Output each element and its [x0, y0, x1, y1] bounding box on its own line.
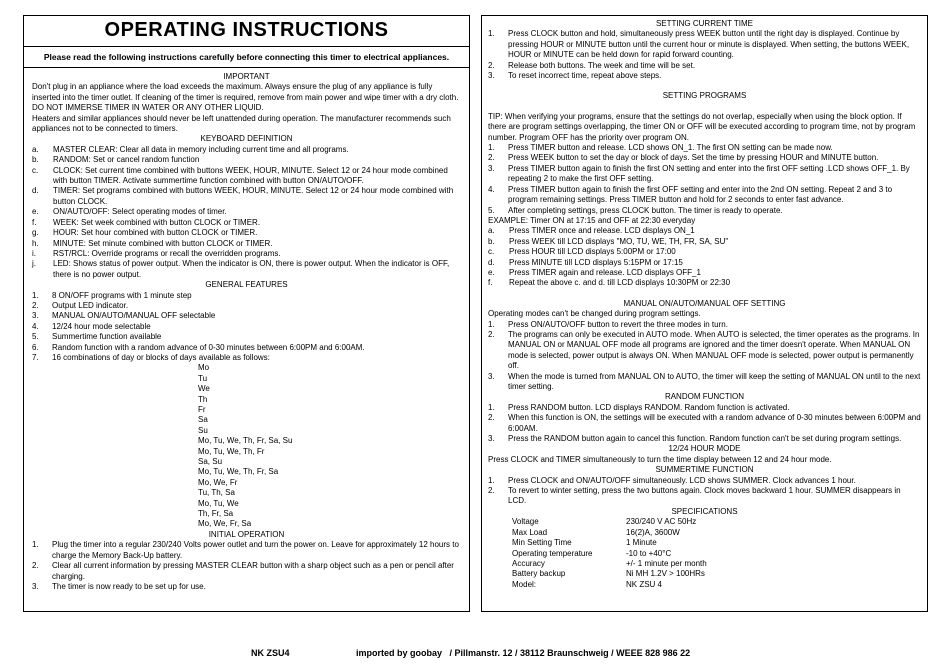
list-item	[488, 268, 921, 278]
footer	[0, 648, 950, 662]
list-item	[488, 372, 921, 393]
list-text: Press TIMER once and release. LCD displays ON_1	[509, 226, 695, 236]
list-marker: 2.	[488, 486, 495, 496]
list-item	[488, 185, 921, 206]
list-item	[488, 413, 921, 434]
list-text: Press TIMER again and release. LCD displays OFF_1	[509, 267, 701, 277]
list-item	[32, 582, 461, 592]
list-marker: h.	[32, 238, 39, 248]
list-item	[488, 226, 921, 236]
spec-row	[512, 559, 921, 569]
spec-value: 16(2)A, 3600W	[626, 527, 680, 537]
list-marker: a.	[488, 226, 495, 236]
list-item	[32, 207, 461, 217]
right-column-content	[482, 16, 927, 590]
page-title: OPERATING INSTRUCTIONS	[24, 16, 469, 47]
list-text: Press TIMER button again to finish the first ON setting and enter into the first OFF setting .LCD shows OFF_1. By repeating 2 to make the first OFF setting.	[508, 163, 910, 184]
list-item	[32, 311, 461, 321]
list-text: Press WEEK till LCD displays "MO, TU, WE, TH, FR, SA, SU"	[509, 236, 729, 246]
section-heading: IMPORTANT	[223, 72, 270, 81]
footer-imprint: imported by goobay / Pillmanstr. 12 / 38112 Braunschweig / WEEE 828 986 22	[356, 648, 691, 658]
list-marker: d.	[32, 186, 39, 196]
list-text: TIMER: Set programs combined with buttons WEEK, HOUR, MINUTE. Select 12 or 24 hour mode combined with button CLOCK.	[53, 186, 454, 206]
list-marker: 7.	[32, 352, 39, 362]
list-text: RANDOM: Set or cancel random function	[53, 155, 200, 165]
list-text: Press TIMER button and release. LCD shows ON_1. The first ON setting can be made now.	[508, 143, 833, 153]
list-item	[488, 486, 921, 507]
list-marker: g.	[32, 228, 39, 238]
list-item	[32, 332, 461, 342]
section-heading: RANDOM FUNCTION	[664, 392, 745, 402]
day-combination-line: Mo, Tu, We, Th, Fr, Sa, Su	[198, 436, 293, 446]
section-heading: GENERAL FEATURES	[205, 280, 288, 290]
day-combination-line: Mo, Tu, We	[198, 498, 239, 508]
section-heading: KEYBOARD DEFINITION	[200, 134, 293, 144]
list-text: Output LED indicator.	[52, 300, 129, 310]
list-marker: c.	[32, 165, 39, 175]
list-text: 16 combinations of day or blocks of days available as follows:	[52, 352, 270, 362]
list-text: 12/24 hour mode selectable	[52, 321, 151, 331]
list-item	[32, 186, 461, 207]
list-marker: 6.	[32, 342, 39, 352]
list-marker: 2.	[488, 60, 495, 70]
list-marker: 4.	[32, 321, 39, 331]
list-item	[488, 258, 921, 268]
paragraph: Heaters and similar appliances should never be left unattended during operation. The manufacturer recommends such appliances not to be connected to timers.	[32, 113, 451, 134]
list-text: CLOCK: Set current time combined with buttons WEEK, HOUR, MINUTE. Select 12 or 24 hour mode combined with button TIMER. Activate summertime function combined with button ON/AUTO/OFF.	[53, 165, 448, 186]
list-item	[32, 166, 461, 187]
list-item	[488, 164, 921, 185]
spec-label: Model:	[512, 579, 537, 589]
section-heading: MANUAL ON/AUTO/MANUAL OFF SETTING	[623, 298, 786, 308]
left-column-box	[23, 15, 470, 612]
list-marker: j.	[32, 259, 36, 269]
spec-value: 230/240 V AC 50Hz	[626, 517, 697, 527]
list-text: The programs can only be executed in AUTO mode. When AUTO is selected, the timer operates as the programs. In MANUAL ON or MANUAL OFF mode all programs are ignored and the timer doesn't operate. When MANUAL ON mode is selected, power output is always ON. When MANUAL OFF mode is selected, power output is permanently off.	[508, 329, 920, 371]
list-text: HOUR: Set hour combined with button CLOCK or TIMER.	[53, 228, 258, 238]
spec-label: Battery backup	[512, 569, 566, 579]
footer-model: NK ZSU4	[251, 648, 290, 658]
list-text: Press CLOCK button and hold, simultaneously press WEEK button until the right day is displayed. Continue by pressing HOUR or MINUTE button until the current hour or minute is displayed. When setting, the buttons WEEK, HOUR or MINUTE can be held down for rapid forward counting.	[508, 29, 910, 60]
list-marker: f.	[32, 217, 37, 227]
list-item	[488, 143, 921, 153]
list-text: ON/AUTO/OFF: Select operating modes of timer.	[53, 207, 227, 217]
list-item	[32, 155, 461, 165]
list-text: Press the RANDOM button again to cancel this function. Random function can't be set during program settings.	[508, 434, 902, 444]
spec-label: Voltage	[512, 517, 539, 527]
day-combination-line: Th, Fr, Sa	[198, 509, 234, 519]
list-item	[32, 249, 461, 259]
list-marker: a.	[32, 144, 39, 154]
list-text: When this function is ON, the settings will be executed with a random advance of 0-30 minutes between 6:00PM and 6:00AM.	[508, 413, 921, 433]
day-combination-line: Tu, Th, Sa	[198, 488, 235, 498]
list-marker: d.	[488, 257, 495, 267]
list-item	[32, 561, 461, 582]
right-column-box	[481, 15, 928, 612]
list-marker: 2.	[488, 413, 495, 423]
list-text: After completing settings, press CLOCK button. The timer is ready to operate.	[508, 205, 783, 215]
day-combination-line: Mo, Tu, We, Th, Fr, Sa	[198, 467, 279, 477]
list-item	[488, 403, 921, 413]
spec-value: Ni MH 1.2V > 100HRs	[626, 569, 705, 579]
list-marker: b.	[488, 236, 495, 246]
list-item	[32, 540, 461, 561]
list-item	[488, 247, 921, 257]
list-text: Press RANDOM button. LCD displays RANDOM. Random function is activated.	[508, 402, 790, 412]
list-text: WEEK: Set week combined with button CLOCK or TIMER.	[53, 217, 261, 227]
list-marker: f.	[488, 278, 493, 288]
day-combination-line: Mo, We, Fr	[198, 477, 238, 487]
list-marker: 3.	[488, 371, 495, 381]
list-text: To reset incorrect time, repeat above steps.	[508, 71, 662, 81]
paragraph: Don't plug in an appliance where the load exceeds the maximum. Always ensure the plug of any appliance is fully inserted into the timer outlet. If cleaning of the timer is required, remove from main power and wipe timer with a dry cloth.	[32, 82, 459, 102]
paragraph: TIP: When verifying your programs, ensure that the settings do not overlap, especially when using the block option. If there are program settings overlapping, the timer ON or OFF will be executed according to program time, not by program number. Program OFF has the priority over program ON.	[488, 111, 916, 142]
list-item	[488, 237, 921, 247]
day-combination-line: Mo, Tu, We, Th, Fr	[198, 446, 265, 456]
list-text: Summertime function available	[52, 332, 162, 342]
list-item	[32, 301, 461, 311]
page-subtitle: Please read the following instructions carefully before connecting this timer to electrical appliances.	[24, 47, 469, 68]
list-marker: 4.	[488, 184, 495, 194]
list-text: RST/RCL: Override programs or recall the overridden programs.	[53, 248, 281, 258]
list-text: When the mode is turned from MANUAL ON to AUTO, the timer will keep the setting of MANUAL ON until to the next timer setting.	[508, 371, 921, 391]
list-text: Release both buttons. The week and time will be set.	[508, 60, 696, 70]
list-marker: 5.	[488, 205, 495, 215]
section-heading: 12/24 HOUR MODE	[668, 444, 741, 454]
list-item	[488, 434, 921, 444]
day-combination-line: Th	[198, 394, 208, 404]
spec-value: -10 to +40°C	[626, 548, 672, 558]
day-combination-line: Fr	[198, 405, 206, 414]
list-marker: 3.	[32, 311, 39, 321]
list-text: Press MINUTE till LCD displays 5:15PM or 17:15	[509, 257, 683, 267]
section-heading: SETTING CURRENT TIME	[655, 19, 754, 28]
list-marker: 1.	[32, 540, 39, 550]
list-text: Plug the timer into a regular 230/240 Volts power outlet and turn the power on. Leave for approximately 12 hours to charge the Memory Back-Up battery.	[52, 540, 459, 560]
list-item	[488, 278, 921, 288]
list-text: Press WEEK button to set the day or block of days. Set the time by pressing HOUR and MINUTE button.	[508, 153, 879, 163]
list-text: MANUAL ON/AUTO/MANUAL OFF selectable	[52, 311, 216, 321]
spec-value: NK ZSU 4	[626, 579, 663, 589]
list-text: The timer is now ready to be set up for use.	[52, 581, 206, 591]
list-text: Press TIMER button again to finish the first OFF setting and enter into the 2nd ON setting. Repeat 2 and 3 to program remaining settings. Press TIMER button and hold for 2 seconds to enter fast advance.	[508, 184, 893, 205]
day-combination-line: Tu	[198, 373, 208, 383]
list-marker: 1.	[488, 143, 495, 153]
section-heading: SUMMERTIME FUNCTION	[655, 465, 754, 475]
day-combination-line: We	[198, 384, 210, 394]
list-item	[488, 61, 921, 71]
spec-label: Max Load	[512, 527, 548, 537]
left-column-content	[24, 68, 469, 592]
list-item	[488, 476, 921, 486]
day-combination-line: Mo, We, Fr, Sa	[198, 519, 252, 529]
day-combination-line: Mo	[198, 363, 210, 373]
list-text: Press ON/AUTO/OFF button to revert the three modes in turn.	[508, 319, 728, 329]
list-marker: 1.	[488, 319, 495, 329]
list-text: To revert to winter setting, press the two buttons again. Clock moves backward 1 hour. SUMMER disappears in LCD.	[508, 486, 901, 506]
day-combination-line: Sa, Su	[198, 457, 223, 467]
list-text: Clear all current information by pressing MASTER CLEAR button with a sharp object such as a pen or pencil after charging.	[52, 561, 454, 581]
spec-row	[512, 538, 921, 548]
section-heading: SPECIFICATIONS	[671, 506, 738, 516]
list-item	[488, 153, 921, 163]
list-item	[488, 320, 921, 330]
list-item	[32, 259, 461, 280]
list-marker: 3.	[32, 581, 39, 591]
spec-value: +/- 1 minute per month	[626, 558, 707, 568]
list-text: LED: Shows status of power output. When the indicator is ON, there is power output. When the indicator is OFF, there is no power output.	[53, 259, 450, 279]
list-item	[488, 330, 921, 372]
day-combination-line: Sa	[198, 415, 208, 425]
list-marker: i.	[32, 248, 36, 258]
spec-label: Operating temperature	[512, 548, 593, 558]
list-text: MINUTE: Set minute combined with button CLOCK or TIMER.	[53, 238, 273, 248]
list-marker: 1.	[488, 475, 495, 485]
section-heading: INITIAL OPERATION	[208, 529, 285, 539]
list-text: Random function with a random advance of 0-30 minutes between 6:00PM and 6:00AM.	[52, 342, 365, 352]
list-item	[32, 291, 461, 301]
paragraph: EXAMPLE: Timer ON at 17:15 and OFF at 22:30 everyday	[488, 215, 696, 225]
list-item	[488, 29, 921, 60]
paragraph: Operating modes can't be changed during program settings.	[488, 309, 701, 319]
spec-label: Accuracy	[512, 558, 545, 568]
section-heading: SETTING PROGRAMS	[662, 91, 747, 101]
spec-value: 1 Minute	[626, 538, 657, 548]
list-item	[32, 353, 461, 363]
paragraph: DO NOT IMMERSE TIMER IN WATER OR ANY OTHER LIQUID.	[32, 103, 264, 113]
list-text: Press HOUR till LCD displays 5:00PM or 17:00	[509, 247, 676, 257]
list-item	[32, 218, 461, 228]
spec-row	[512, 528, 921, 538]
list-item	[32, 145, 461, 155]
list-item	[32, 239, 461, 249]
list-marker: 1.	[32, 290, 39, 300]
paragraph: Press CLOCK and TIMER simultaneously to turn the time display between 12 and 24 hour mode.	[488, 454, 832, 464]
list-item	[488, 206, 921, 216]
list-marker: 2.	[488, 153, 495, 163]
list-marker: c.	[488, 247, 495, 257]
day-combination-line: Su	[198, 425, 208, 435]
spec-label: Min Setting Time	[512, 538, 572, 548]
list-item	[32, 228, 461, 238]
list-marker: 3.	[488, 71, 495, 81]
list-marker: 2.	[488, 329, 495, 339]
list-marker: 1.	[488, 402, 495, 412]
spec-row	[512, 569, 921, 579]
list-text: 8 ON/OFF programs with 1 minute step	[52, 290, 192, 300]
spec-row	[512, 549, 921, 559]
list-text: Press CLOCK and ON/AUTO/OFF simultaneously. LCD shows SUMMER. Clock advances 1 hour.	[508, 475, 856, 485]
list-text: Repeat the above c. and d. till LCD displays 10:30PM or 22:30	[509, 278, 731, 288]
list-text: MASTER CLEAR: Clear all data in memory including current time and all programs.	[53, 144, 349, 154]
list-marker: 2.	[32, 561, 39, 571]
list-marker: 2.	[32, 300, 39, 310]
list-item	[32, 322, 461, 332]
list-marker: 3.	[488, 434, 495, 444]
list-item	[488, 71, 921, 81]
spec-row	[512, 517, 921, 527]
list-item	[32, 343, 461, 353]
list-marker: e.	[32, 207, 39, 217]
list-marker: 1.	[488, 29, 495, 39]
list-marker: e.	[488, 267, 495, 277]
list-marker: b.	[32, 155, 39, 165]
spec-row	[512, 580, 921, 590]
list-marker: 5.	[32, 332, 39, 342]
list-marker: 3.	[488, 163, 495, 173]
